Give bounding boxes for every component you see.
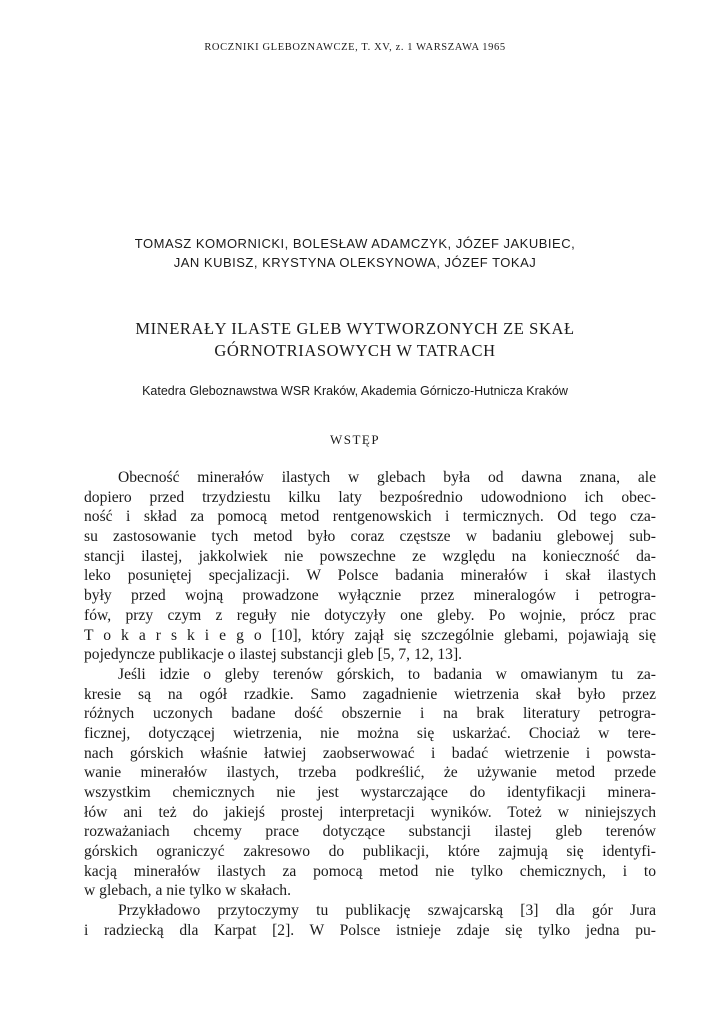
running-head: ROCZNIKI GLEBOZNAWCZE, T. XV, z. 1 WARSZAWA 1965 (204, 42, 506, 53)
paragraph-line: różnych uczonych badane dość obszernie i na brak literatury petrogra- (84, 705, 656, 723)
paragraph-line: su zastosowanie tych metod było coraz częstsze w badaniu glebowej sub- (84, 528, 656, 546)
section-heading: WSTĘP (329, 432, 381, 447)
paragraph-line: i radziecką dla Karpat [2]. W Polsce istnieje zdaje się tylko jedna pu- (84, 921, 656, 939)
title-line-2: GÓRNOTRIASOWYCH W TATRACH (214, 341, 496, 360)
paragraph-line: w glebach, a nie tylko w skałach. (84, 882, 291, 900)
author-list (40, 234, 670, 272)
paragraph-line: stancji ilastej, jakkolwiek nie powszechne ze względu na konieczność da- (84, 547, 656, 565)
paragraph-line: Jeśli idzie o gleby terenów górskich, to badania w omawianym tu za- (118, 665, 656, 683)
paragraph-line: łów ani też do jakiejś prostej interpretacji wyników. Toteż w niniejszych (84, 803, 656, 821)
paragraph-line: ficznej, dotyczącej wietrzenia, nie można się uskarżać. Chociaż w tere- (84, 724, 656, 742)
paragraph-line: kacją minerałów ilastych za pomocą metod nie tylko chemicznych, i to (84, 862, 656, 880)
paragraph-line: fów, przy czym z reguły nie dotyczyły one gleby. Po wojnie, prócz prac (84, 606, 656, 624)
paragraph-line: dopiero przed trzydziestu kilku laty bezpośrednio udowodniono ich obec- (84, 488, 656, 506)
paragraph-line: pojedyncze publikacje o ilastej substancji gleb [5, 7, 12, 13]. (84, 646, 463, 664)
affiliation: Katedra Gleboznawstwa WSR Kraków, Akademia Górniczo-Hutnicza Kraków (142, 384, 568, 398)
paragraph-line: Przykładowo przytoczymy tu publikację szwajcarską [3] dla gór Jura (118, 902, 656, 920)
paragraph-line: ność i skład za pomocą metod rentgenowskich i termicznych. Od tego cza- (84, 508, 656, 526)
paragraph-line: były przed wojną prowadzone wyłącznie przez mineralogów i petrogra- (84, 587, 656, 605)
paragraph-line: leko posuniętej specjalizacji. W Polsce badania minerałów i skał ilastych (84, 567, 656, 585)
body-text (84, 468, 656, 941)
paragraph-line: kresie są na ogół rzadkie. Samo zagadnienie wietrzenia skał było przez (84, 685, 656, 703)
paper-title (40, 318, 670, 362)
paragraph-line: nach górskich właśnie łatwiej zaobserwować i badać wietrzenie i powsta- (84, 744, 656, 762)
paragraph-line: wszystkim chemicznych nie jest wystarczające do identyfikacji minera- (84, 784, 656, 801)
title-line-1: MINERAŁY ILASTE GLEB WYTWORZONYCH ZE SKAŁ (135, 319, 575, 338)
paragraph-line: Obecność minerałów ilastych w glebach była od dawna znana, ale (118, 469, 656, 486)
paragraph-line: górskich ograniczyć zakresowo do publikacji, które zajmują się identyfi- (84, 843, 656, 861)
author-line-2: JAN KUBISZ, KRYSTYNA OLEKSYNOWA, JÓZEF TOKAJ (173, 255, 537, 270)
author-line-1: TOMASZ KOMORNICKI, BOLESŁAW ADAMCZYK, JÓZEF JAKUBIEC, (134, 236, 576, 251)
paragraph-line: T o k a r s k i e g o [10], który zajął się szczególnie glebami, pojawiają się (84, 626, 656, 644)
paragraph-line: wanie minerałów ilastych, trzeba podkreślić, że używanie metod przede (84, 764, 656, 782)
paragraph-line: rozważaniach chcemy prace dotyczące substancji ilastej gleb terenów (84, 823, 656, 841)
